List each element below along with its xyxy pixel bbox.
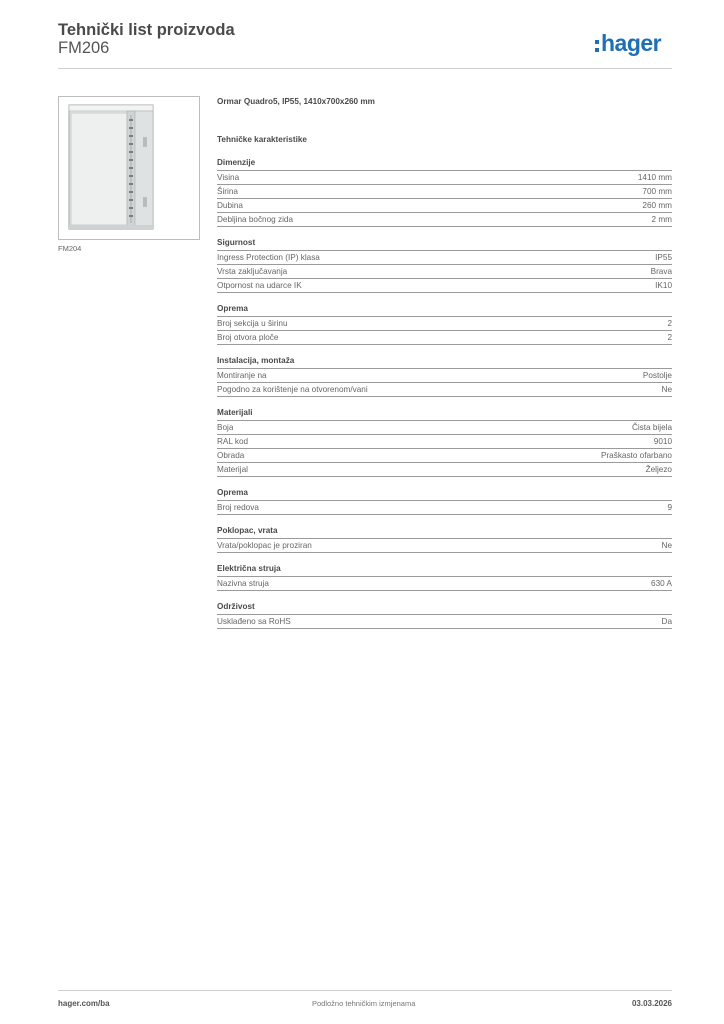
spec-label: Vrsta zaključavanja [217, 267, 288, 276]
spec-value: Praškasto ofarbano [600, 451, 672, 460]
spec-value: 700 mm [642, 187, 672, 196]
cabinet-illustration [59, 97, 199, 239]
spec-row [217, 279, 672, 293]
spec-label: Pogodno za korištenje na otvorenom/vani [217, 385, 368, 394]
spec-group [217, 407, 672, 477]
spec-value: Postolje [642, 371, 672, 380]
spec-value: 2 [667, 319, 672, 328]
spec-value: 260 mm [642, 201, 672, 210]
spec-group [217, 157, 672, 227]
spec-value: Čista bijela [631, 423, 672, 432]
spec-group-title: Poklopac, vrata [217, 525, 672, 539]
spec-group [217, 237, 672, 293]
spec-row [217, 615, 672, 629]
spec-label: Broj otvora ploče [217, 333, 279, 342]
spec-label: Vrata/poklopac je proziran [217, 541, 312, 550]
spec-row [217, 331, 672, 345]
spec-group [217, 303, 672, 345]
spec-group [217, 487, 672, 515]
spec-label: Broj sekcija u širinu [217, 319, 288, 328]
spec-label: Montiranje na [217, 371, 267, 380]
spec-value: Ne [661, 385, 672, 394]
spec-row [217, 185, 672, 199]
spec-label: Širina [217, 187, 238, 196]
spec-value: Željezo [645, 465, 672, 474]
footer-website[interactable]: hager.com/ba [58, 999, 110, 1008]
spec-group [217, 525, 672, 553]
spec-value: 1410 mm [637, 173, 672, 182]
spec-value: 9 [667, 503, 672, 512]
spec-row [217, 539, 672, 553]
spec-label: Debljina bočnog zida [217, 215, 294, 224]
spec-row [217, 251, 672, 265]
footer-date: 03.03.2026 [631, 999, 672, 1008]
logo-dots-icon [595, 40, 599, 52]
spec-row [217, 199, 672, 213]
footer-divider [58, 990, 672, 991]
spec-group-title: Sigurnost [217, 237, 672, 251]
spec-value: 2 [667, 333, 672, 342]
spec-label: Usklađeno sa RoHS [217, 617, 291, 626]
spec-row [217, 171, 672, 185]
spec-row [217, 463, 672, 477]
spec-row [217, 369, 672, 383]
spec-value: IK10 [655, 281, 672, 290]
spec-row [217, 213, 672, 227]
spec-label: Nazivna struja [217, 579, 269, 588]
spec-groups [217, 157, 672, 629]
document-title: Tehnički list proizvoda [58, 21, 235, 39]
spec-value: 2 mm [651, 215, 672, 224]
spec-row [217, 265, 672, 279]
spec-value: Ne [661, 541, 672, 550]
spec-content [217, 92, 672, 629]
spec-group-title: Oprema [217, 303, 672, 317]
spec-value: IP55 [655, 253, 672, 262]
spec-group-title: Instalacija, montaža [217, 355, 672, 369]
spec-group-title: Električna struja [217, 563, 672, 577]
product-code: FM206 [58, 39, 110, 57]
spec-value: Da [661, 617, 672, 626]
header-divider [58, 68, 672, 69]
logo-text: hager [601, 29, 662, 56]
product-description: Ormar Quadro5, IP55, 1410x700x260 mm [217, 97, 375, 106]
footer-notice: Podložno tehničkim izmjenama [312, 999, 416, 1008]
spec-group-title: Dimenzije [217, 157, 672, 171]
spec-row [217, 577, 672, 591]
spec-row [217, 501, 672, 515]
spec-label: Boja [217, 423, 234, 432]
spec-row [217, 435, 672, 449]
spec-row [217, 317, 672, 331]
spec-value: 630 A [651, 579, 672, 588]
product-image [58, 96, 200, 240]
tech-characteristics-title: Tehničke karakteristike [217, 135, 307, 144]
spec-label: Obrada [217, 451, 245, 460]
spec-label: Broj redova [217, 503, 259, 512]
spec-group-title: Materijali [217, 407, 672, 421]
spec-label: Ingress Protection (IP) klasa [217, 253, 320, 262]
spec-label: Otpornost na udarce IK [217, 281, 302, 290]
spec-value: 9010 [653, 437, 672, 446]
hager-logo [595, 29, 661, 57]
spec-group-title: Oprema [217, 487, 672, 501]
spec-label: Visina [217, 173, 240, 182]
spec-value: Brava [650, 267, 672, 276]
image-caption: FM204 [58, 244, 82, 253]
spec-group [217, 601, 672, 629]
spec-group [217, 563, 672, 591]
spec-label: Materijal [217, 465, 248, 474]
spec-label: RAL kod [217, 437, 249, 446]
spec-row [217, 383, 672, 397]
spec-group-title: Održivost [217, 601, 672, 615]
spec-row [217, 421, 672, 435]
spec-label: Dubina [217, 201, 243, 210]
spec-row [217, 449, 672, 463]
spec-group [217, 355, 672, 397]
